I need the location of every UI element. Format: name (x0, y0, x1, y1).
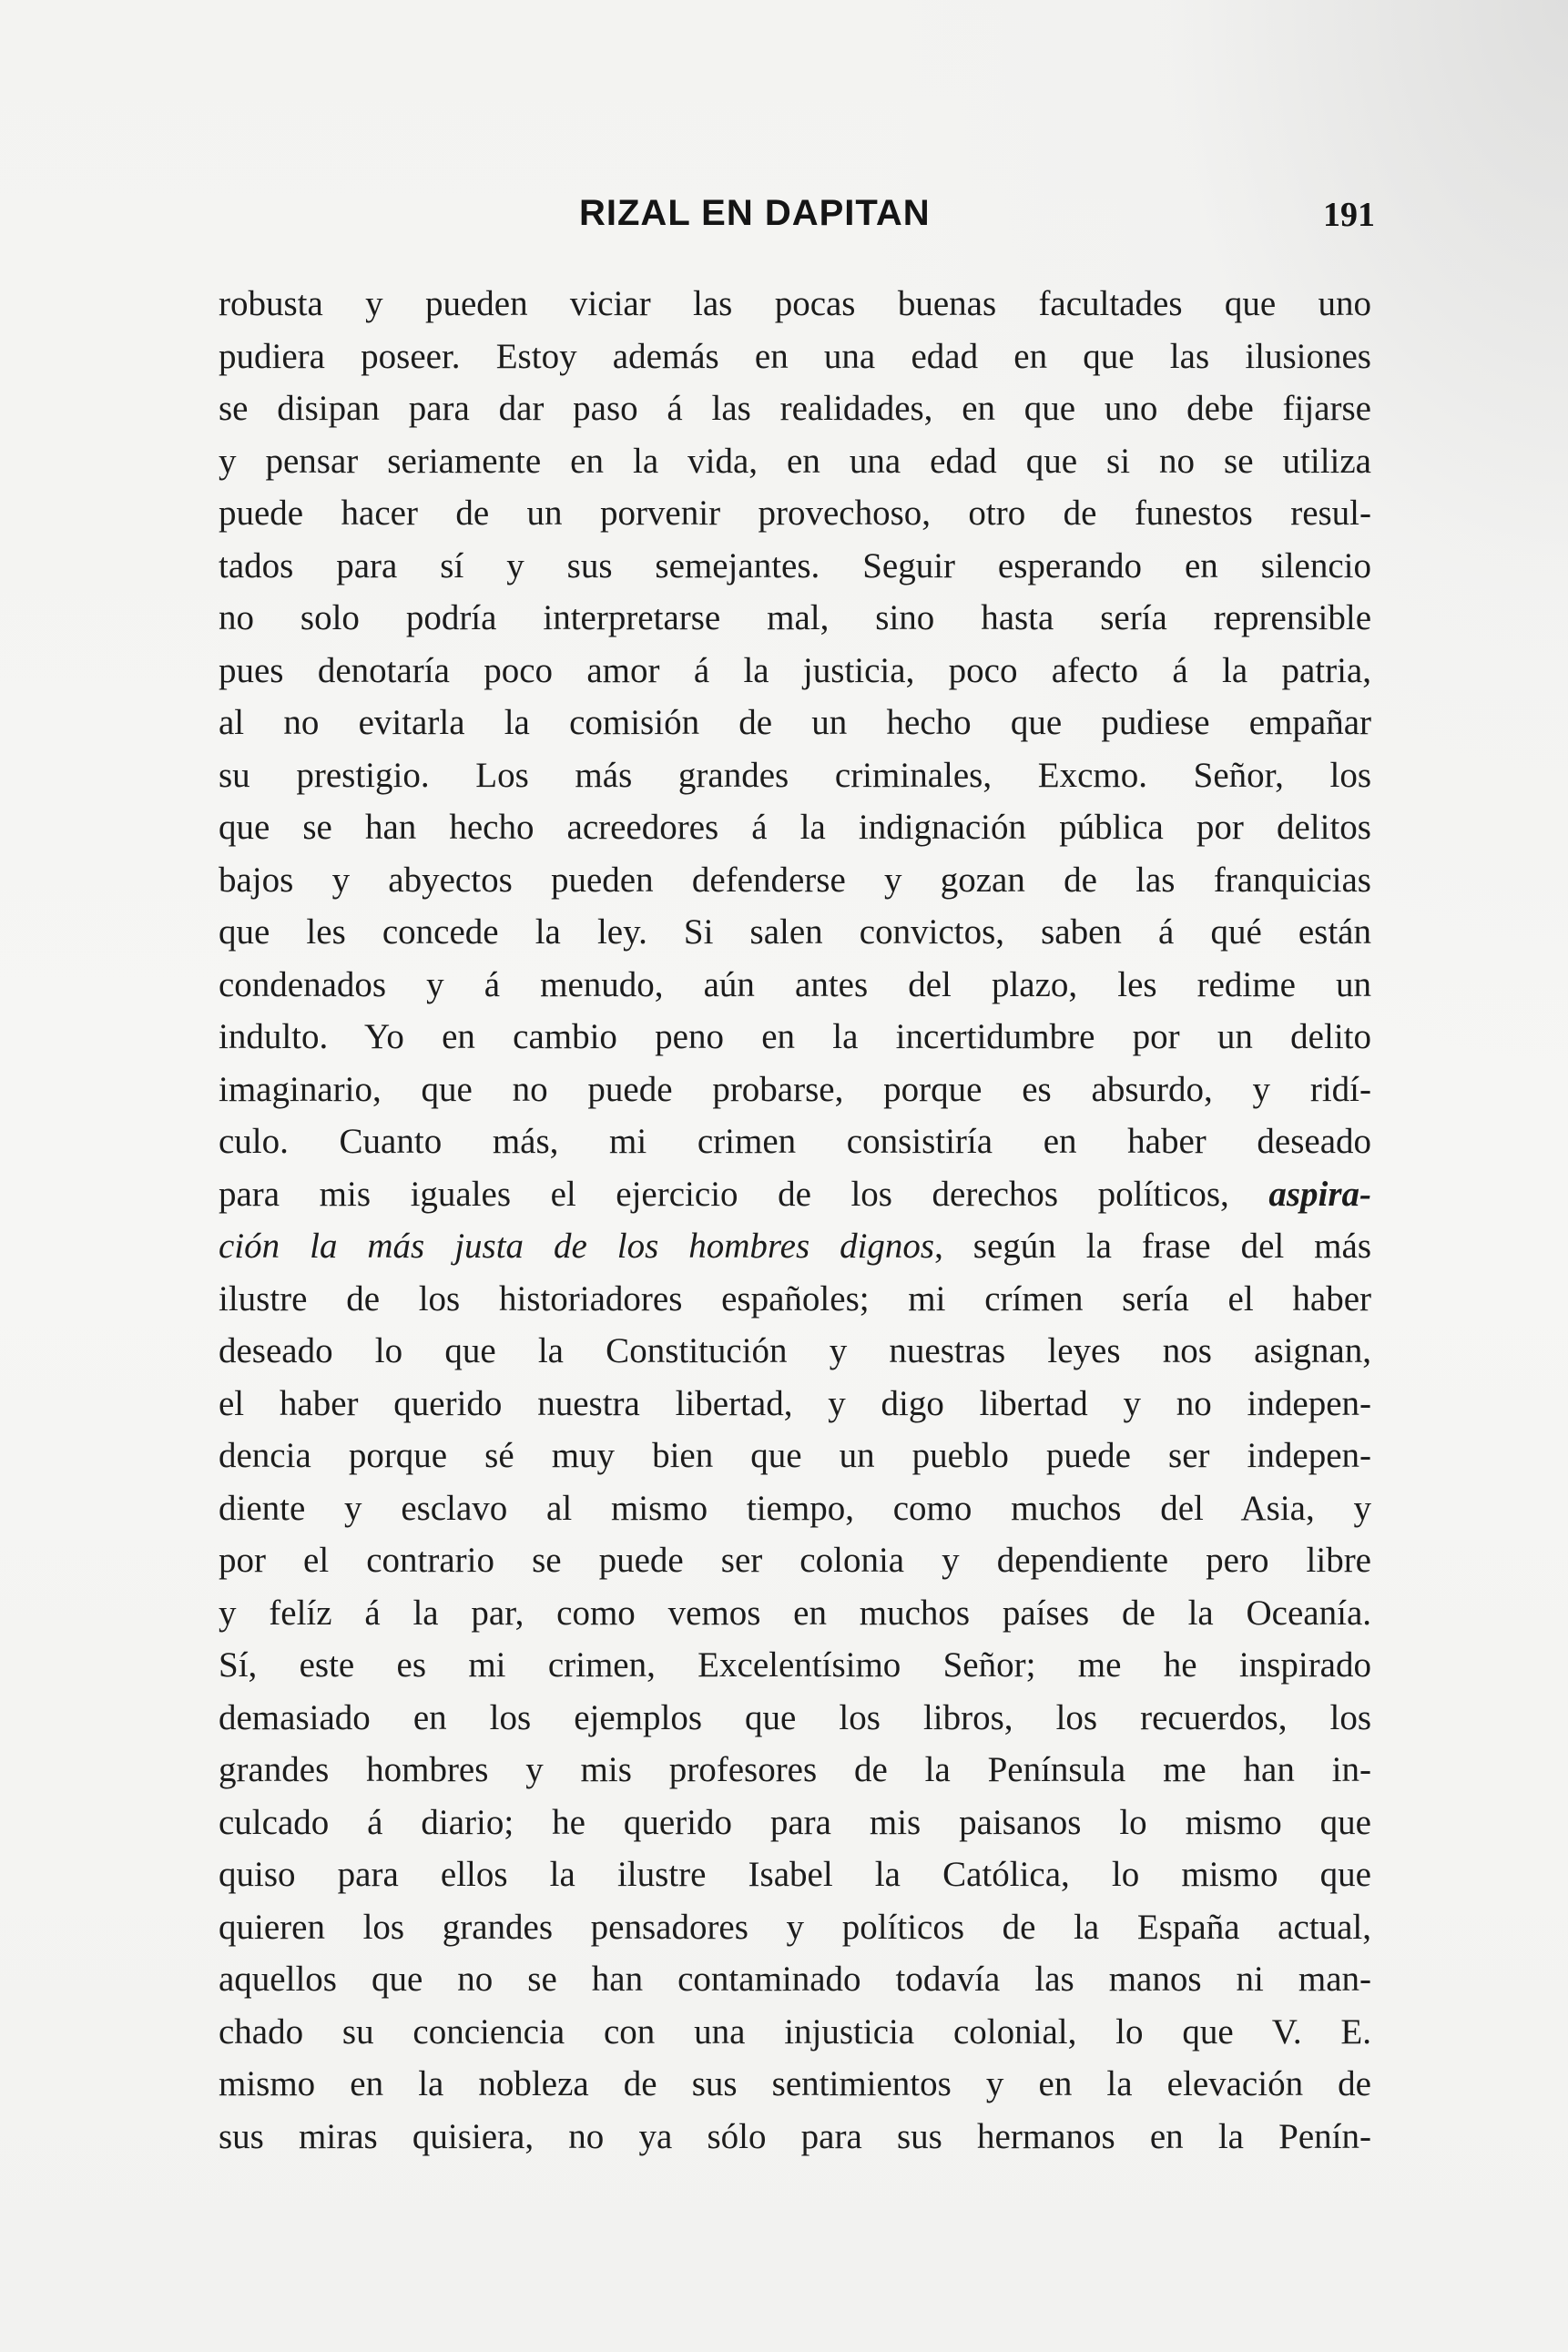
text-line (219, 2006, 1371, 2059)
text-segment: el haber querido nuestra libertad, y digo libertad y no indepen- (219, 1383, 1371, 1423)
page-number: 191 (1323, 196, 1375, 234)
text-line (219, 1953, 1371, 2006)
text-segment: al no evitarla la comisión de un hecho que pudiese empañar (219, 703, 1371, 742)
text-segment: grandes hombres y mis profesores de la Península me han in- (219, 1750, 1371, 1789)
text-segment: aquellos que no se han contaminado todavía las manos ni man- (219, 1960, 1371, 1999)
text-segment: bajos y abyectos pueden defenderse y gozan de las franquicias (219, 860, 1371, 900)
text-line (219, 1168, 1371, 1221)
text-line (219, 1744, 1371, 1797)
text-segment: y pensar seriamente en la vida, en una edad que si no se utiliza (219, 441, 1371, 481)
running-title: RIZAL EN DAPITAN (579, 193, 931, 233)
text-line (219, 1325, 1371, 1378)
running-head (219, 193, 1375, 248)
text-line (219, 801, 1371, 854)
text-line (219, 749, 1371, 802)
text-segment: no solo podría interpretarse mal, sino hasta sería reprensible (219, 598, 1371, 637)
text-line (219, 697, 1371, 749)
italic-quote: ción la más justa de los hombres dignos (219, 1227, 935, 1266)
text-segment: sus miras quisiera, no ya sólo para sus hermanos en la Penín- (219, 2116, 1371, 2156)
text-line (219, 2058, 1371, 2111)
text-segment: culo. Cuanto más, mi crimen consistiría en haber deseado (219, 1122, 1371, 1161)
text-segment: por el contrario se puede ser colonia y dependiente pero libre (219, 1541, 1371, 1580)
text-line (219, 854, 1371, 907)
text-line (219, 906, 1371, 959)
text-line (219, 1901, 1371, 1954)
text-segment: quiso para ellos la ilustre Isabel la Católica, lo mismo que (219, 1855, 1371, 1894)
text-line (219, 435, 1371, 488)
text-segment: chado su conciencia con una injusticia colonial, lo que V. E. (219, 2011, 1371, 2052)
text-segment: ilustre de los historiadores españoles; mi crímen sería el haber (219, 1278, 1371, 1319)
text-segment: su prestigio. Los más grandes criminales, Excmo. Señor, los (219, 755, 1371, 795)
text-segment: se disipan para dar paso á las realidades, en que uno debe fijarse (219, 389, 1371, 428)
text-line (219, 1064, 1371, 1116)
text-line (219, 1430, 1371, 1482)
text-segment: para mis iguales el ejercicio de los derechos políticos, (219, 1174, 1269, 1214)
text-segment: condenados y á menudo, aún antes del plazo, les redime un (219, 964, 1371, 1004)
text-line (219, 1587, 1371, 1640)
text-line (219, 487, 1371, 540)
text-line (219, 1692, 1371, 1745)
text-line (219, 592, 1371, 645)
text-segment: pudiera poseer. Estoy además en una edad en que las ilusiones (219, 336, 1371, 376)
text-segment: pues denotaría poco amor á la justicia, poco afecto á la patria, (219, 650, 1371, 690)
text-segment: Sí, este es mi crimen, Excelentísimo Señor; me he inspirado (219, 1645, 1371, 1685)
text-segment: imaginario, que no puede probarse, porque es absurdo, y ridí- (219, 1069, 1371, 1109)
text-segment: indulto. Yo en cambio peno en la incertidumbre por un delito (219, 1017, 1371, 1056)
text-line (219, 1482, 1371, 1535)
text-line (219, 1534, 1371, 1587)
text-line (219, 1639, 1371, 1692)
text-segment: puede hacer de un porvenir provechoso, otro de funestos resul- (219, 494, 1371, 533)
text-segment: tados para sí y sus semejantes. Seguir esperando en silencio (219, 545, 1371, 585)
text-line (219, 331, 1371, 383)
text-segment: dencia porque sé muy bien que un pueblo puede ser indepen- (219, 1436, 1371, 1475)
text-line (219, 1848, 1371, 1901)
text-segment: demasiado en los ejemplos que los libros, los recuerdos, los (219, 1697, 1371, 1737)
italic-quote: aspira- (1268, 1174, 1371, 1214)
text-segment: mismo en la nobleza de sus sentimientos y en la elevación de (219, 2064, 1371, 2103)
text-line (219, 1273, 1371, 1326)
text-line (219, 1115, 1371, 1168)
text-line (219, 1011, 1371, 1064)
text-line (219, 1797, 1371, 1849)
text-segment: robusta y pueden viciar las pocas buenas facultades que uno (219, 284, 1371, 323)
text-segment: diente y esclavo al mismo tiempo, como muchos del Asia, y (219, 1488, 1371, 1528)
text-line (219, 1220, 1371, 1273)
text-line (219, 959, 1371, 1012)
body-text (219, 278, 1371, 2163)
text-segment: culcado á diario; he querido para mis paisanos lo mismo que (219, 1802, 1371, 1842)
text-line (219, 540, 1371, 593)
text-line (219, 382, 1371, 435)
text-line (219, 2111, 1371, 2164)
text-segment: deseado lo que la Constitución y nuestras leyes nos asignan, (219, 1331, 1371, 1370)
text-segment: que se han hecho acreedores á la indignación pública por delitos (219, 808, 1371, 847)
text-segment: que les concede la ley. Si salen convictos, saben á qué están (219, 912, 1371, 952)
text-line (219, 1378, 1371, 1431)
text-segment: , según la frase del más (934, 1227, 1371, 1266)
text-segment: y felíz á la par, como vemos en muchos países de la Oceanía. (219, 1593, 1371, 1633)
text-line (219, 278, 1371, 331)
text-segment: quieren los grandes pensadores y políticos de la España actual, (219, 1907, 1371, 1947)
text-line (219, 645, 1371, 697)
